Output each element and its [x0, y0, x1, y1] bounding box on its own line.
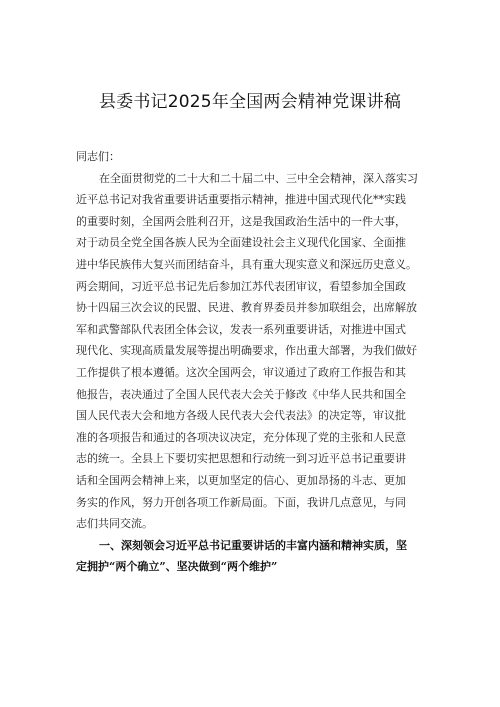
- paragraph-line: 在全面贯彻党的二十大和二十届二中、三中全会精神，深入落实习: [99, 171, 418, 185]
- paragraph-line: 志们共同交流。: [76, 517, 153, 531]
- paragraph-line: 工作提供了根本遵循。这次全国两会，审议通过了政府工作报告和其: [76, 365, 406, 379]
- paragraph-line: 协十四届三次会议的民盟、民进、教育界委员并参加联组会，出席解放: [76, 301, 417, 315]
- paragraph-line: 准的各项报告和通过的各项决议决定，充分体现了党的主张和人民意: [76, 430, 406, 444]
- document-title: 县委书记2025年全国两会精神党课讲稿: [98, 92, 402, 112]
- section-heading-line: 定拥护“两个确立”、坚决做到“两个维护”: [76, 560, 278, 574]
- paragraph-line: 的重要时刻，全国两会胜利召开，这是我国政治生活中的一件大事，: [76, 214, 406, 228]
- paragraph-line: 志的统一。全县上下要切实把思想和行动统一到习近平总书记重要讲: [76, 452, 406, 466]
- paragraph-line: 进中华民族伟大复兴而团结奋斗，具有重大现实意义和深远历史意义。: [76, 257, 417, 271]
- paragraph-line: 军和武警部队代表团全体会议，发表一系列重要讲话，对推进中国式: [76, 322, 406, 336]
- paragraph-line: 国人民代表大会和地方各级人民代表大会代表法》的决定等，审议批: [76, 409, 406, 423]
- paragraph-line: 两会期间，习近平总书记先后参加江苏代表团审议，看望参加全国政: [76, 279, 406, 293]
- paragraph-line: 话和全国两会精神上来，以更加坚定的信心、更加昂扬的斗志、更加: [76, 473, 406, 487]
- salutation: 同志们：: [76, 150, 120, 163]
- paragraph-line: 现代化、实现高质量发展等提出明确要求，作出重大部署，为我们做好: [76, 344, 417, 358]
- paragraph-line: 他报告，表决通过了全国人民代表大会关于修改《中华人民共和国全: [76, 387, 406, 401]
- paragraph-line: 近平总书记对我省重要讲话重要指示精神，推进中国式现代化**实践: [76, 193, 406, 207]
- paragraph-line: 对于动员全党全国各族人民为全面建设社会主义现代化国家、全面推: [76, 236, 406, 250]
- document-body: [76, 146, 436, 578]
- section-heading-line: 一、深刻领会习近平总书记重要讲话的丰富内涵和精神实质，坚: [99, 538, 407, 552]
- paragraph-line: 务实的作风，努力开创各项工作新局面。下面，我讲几点意见，与同: [76, 495, 406, 509]
